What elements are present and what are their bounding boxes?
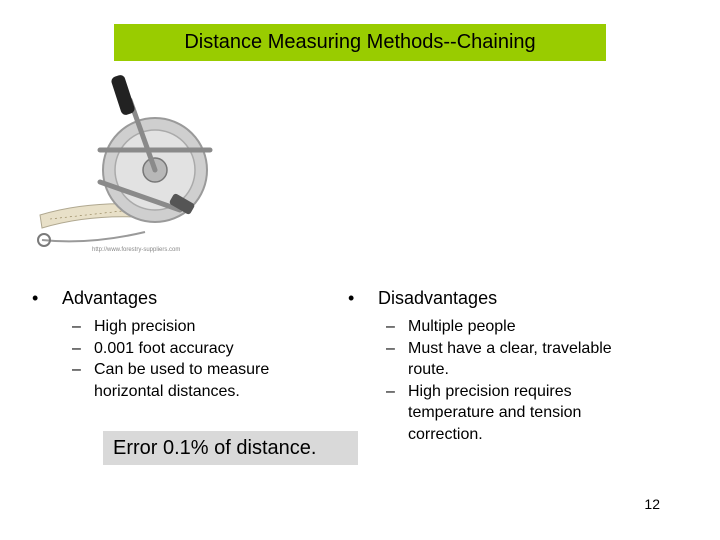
dash-icon: – [386, 382, 395, 400]
error-note-text: Error 0.1% of distance. [113, 436, 317, 459]
list-item-text: Can be used to measure horizontal distances. [94, 361, 270, 400]
advantages-list [32, 316, 332, 402]
advantages-heading [32, 286, 332, 310]
bullet-icon: • [348, 288, 355, 308]
dash-icon: – [72, 361, 81, 378]
disadvantages-list [348, 316, 648, 445]
dash-icon: – [386, 339, 395, 357]
list-item [32, 316, 332, 338]
disadvantages-heading [348, 286, 648, 310]
disadvantages-heading-text: Disadvantages [378, 288, 498, 308]
list-item-text: 0.001 foot accuracy [94, 339, 234, 357]
list-item [348, 316, 648, 338]
dash-icon: – [386, 318, 395, 335]
dash-icon: – [72, 318, 81, 335]
list-item [348, 381, 648, 446]
measuring-tape-image [30, 70, 230, 260]
advantages-heading-text: Advantages [62, 288, 158, 308]
error-note [103, 431, 358, 465]
list-item-text: High precision [94, 318, 196, 335]
advantages-column [32, 286, 332, 402]
page-number: 12 [644, 496, 660, 512]
dash-icon: – [72, 339, 81, 357]
image-caption: http://www.forestry-suppliers.com [92, 247, 181, 253]
list-item-text: High precision requires temperature and tension correction. [408, 382, 582, 443]
slide-title [114, 24, 606, 61]
bullet-icon: • [32, 288, 39, 308]
list-item [32, 338, 332, 360]
disadvantages-column [348, 286, 648, 445]
list-item [32, 359, 332, 402]
list-item [348, 338, 648, 381]
list-item-text: Must have a clear, travelable route. [408, 339, 612, 378]
list-item-text: Multiple people [408, 318, 516, 335]
slide-title-text: Distance Measuring Methods--Chaining [184, 31, 536, 53]
